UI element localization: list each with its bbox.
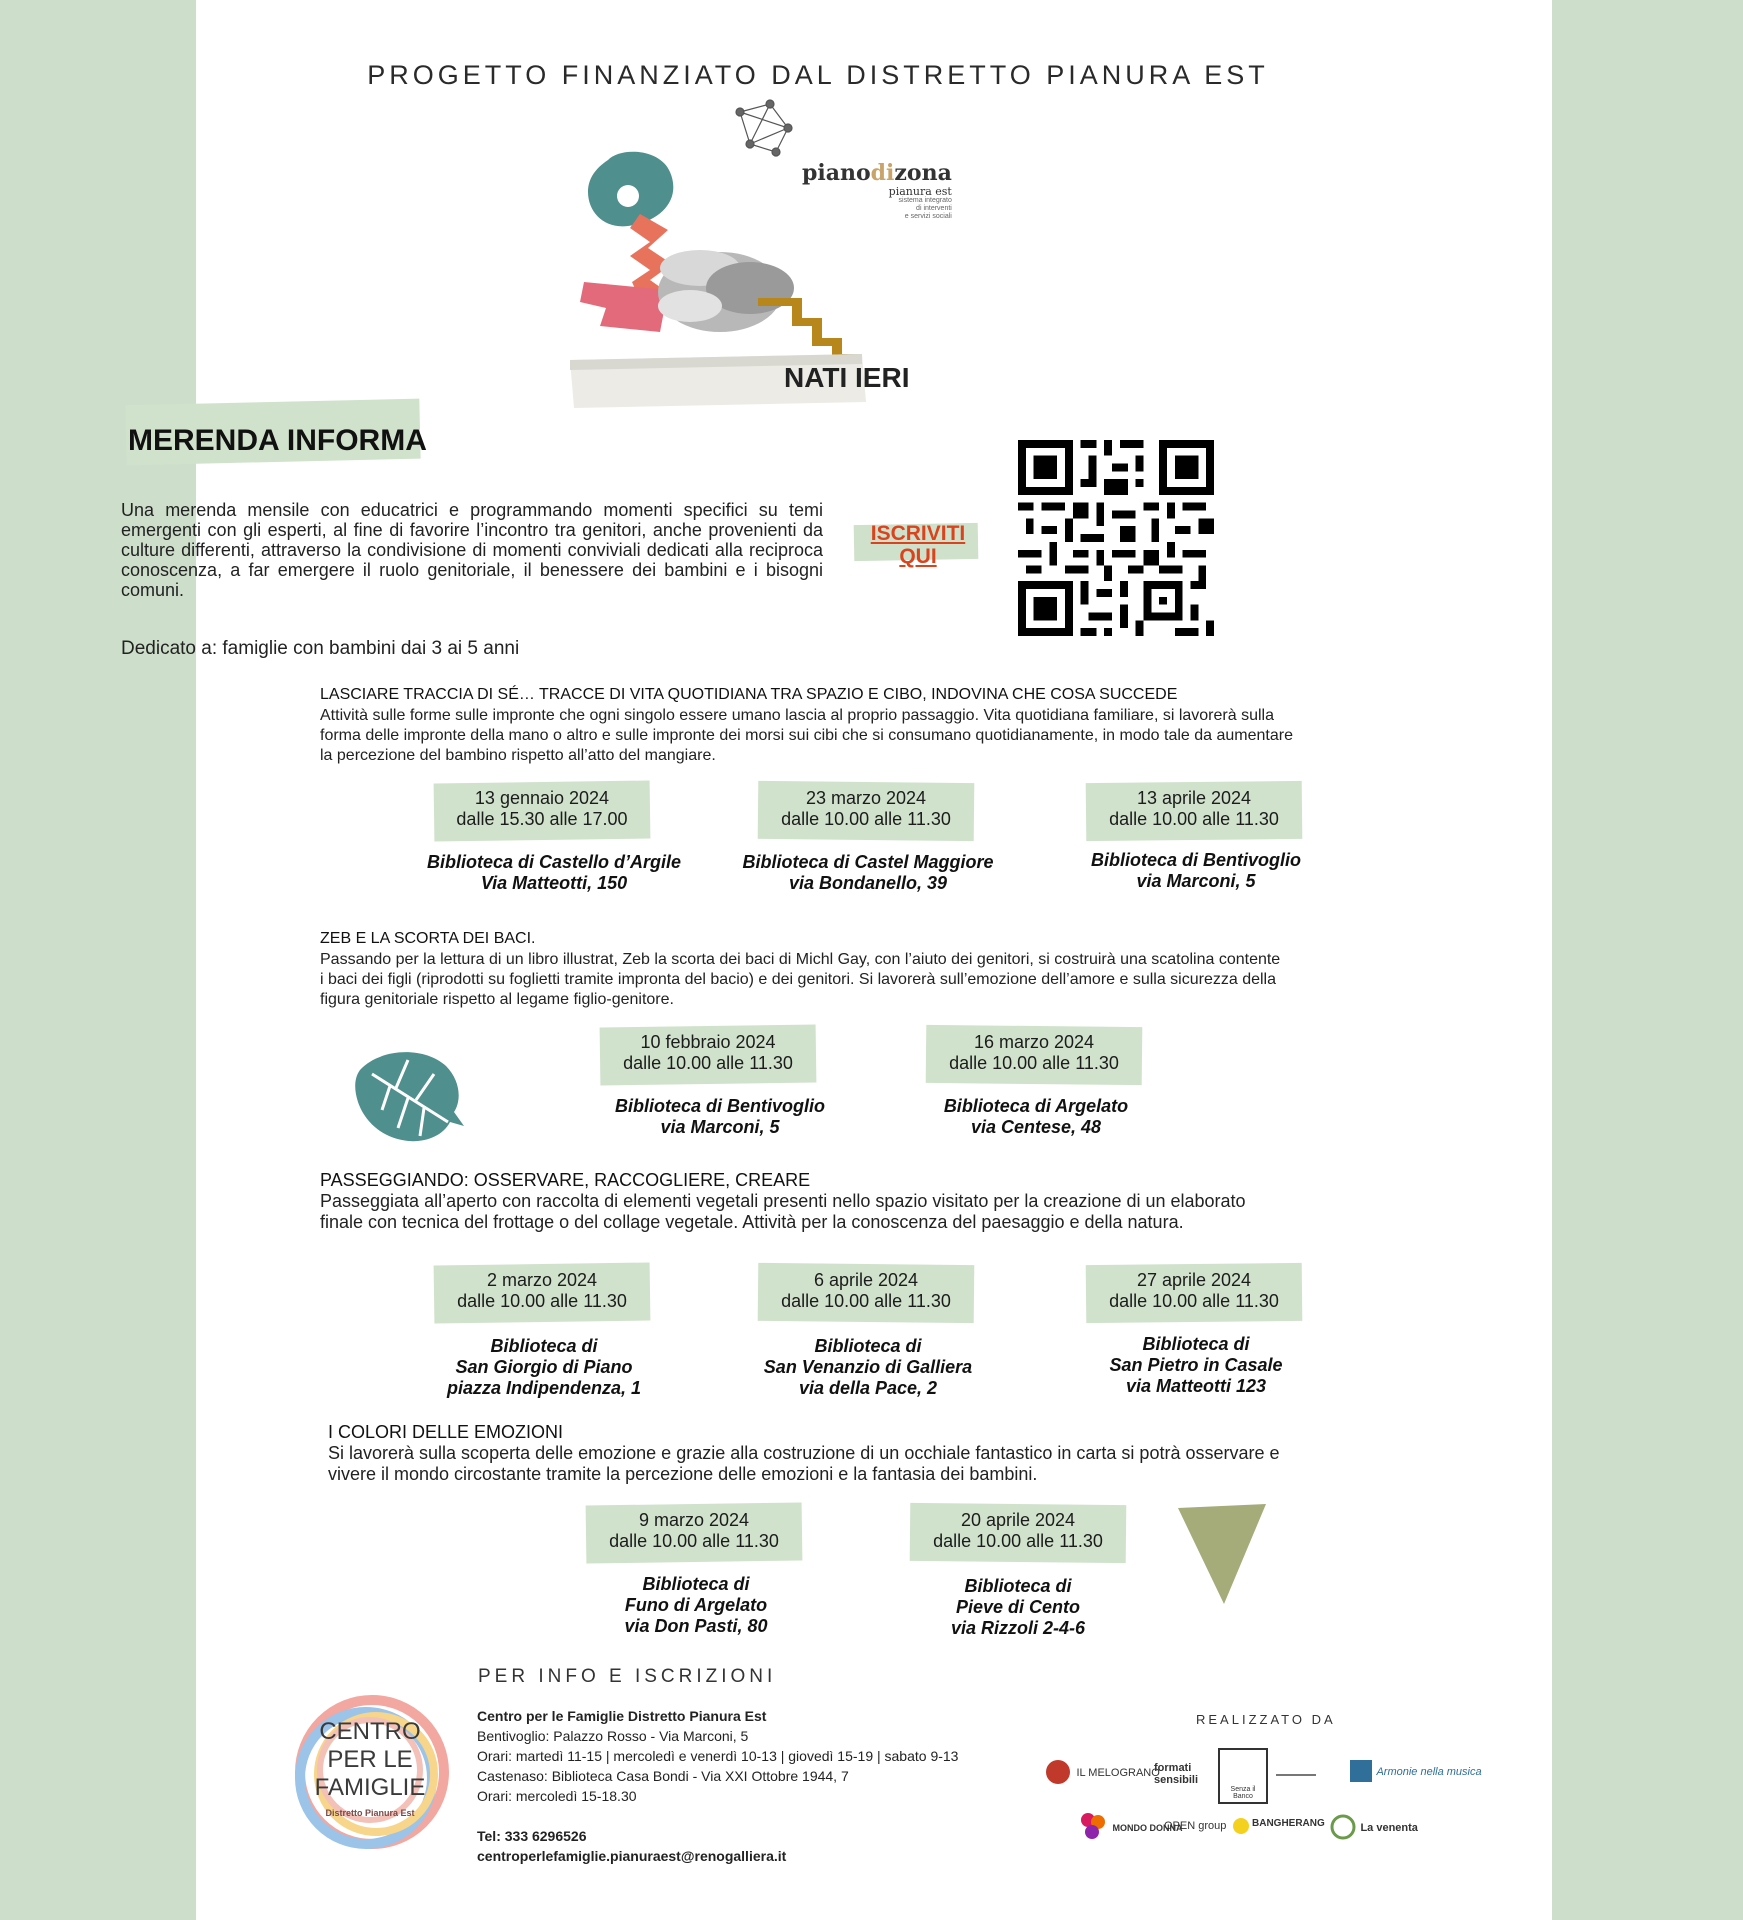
pdz-logo-tagline-2: di interventi [916, 205, 952, 212]
event-date-chip [434, 1262, 654, 1326]
partner-armonie: Armonie nella musica [1350, 1760, 1482, 1782]
event-date-chip [926, 1024, 1146, 1088]
event-date-chip [1086, 1262, 1306, 1326]
event-time: dalle 10.00 alle 11.30 [781, 809, 951, 829]
email-link[interactable]: centroperlefamiglie.pianuraest@renogalliera.it [477, 1848, 787, 1864]
header-collage [500, 92, 952, 422]
event-date: 6 aprile 2024 [813, 1270, 919, 1290]
venue-line: via Matteotti 123 [1125, 1376, 1267, 1396]
activity-1-desc-line: forma delle impronte della mano o altro e sulle impronte dei morsi sui cibi che si consumano quotidianamente, in modo tale da aumentare [320, 727, 1293, 744]
event-date: 10 febbraio 2024 [640, 1032, 776, 1052]
pdz-logo-tagline-1: sistema integrato [898, 197, 952, 204]
event-time: dalle 15.30 alle 17.00 [456, 809, 628, 829]
activity-2-desc-line: Passando per la lettura di un libro illustrat, Zeb la scorta dei baci di Michl Gay, con l’aiuto dei genitori, si costruirà una scatolina contente [320, 951, 1281, 968]
phone[interactable]: Tel: 333 6296526 [477, 1828, 587, 1844]
org-name: Centro per le Famiglie Distretto Pianura Est [477, 1708, 767, 1724]
activity-2-desc-line: i baci dei figli (riprodotti su foglietti tramite impronta del bacio) e dei genitori. Si lavorerà sull’emozione dell’amore e sulla sicurezza della [320, 971, 1277, 988]
venue-line: San Giorgio di Piano [455, 1357, 633, 1377]
event-venue [590, 1096, 850, 1138]
event-date-chip [910, 1502, 1130, 1566]
activity-1-title: LASCIARE TRACCIA DI SÉ… TRACCE DI VITA QUOTIDIANA TRA SPAZIO E CIBO, INDOVINA CHE COSA SUCCEDE [320, 686, 1178, 703]
activity-4-description [328, 1443, 1438, 1485]
event-date-chip [586, 1502, 806, 1566]
activity-3-description [320, 1191, 1440, 1233]
partner-senza-il-banco: Senza il Banco [1218, 1748, 1268, 1804]
partner-bangherang: BANGHERANG [1252, 1818, 1325, 1829]
funding-line: PROGETTO FINANZIATO DAL DISTRETTO PIANURA EST [367, 60, 1269, 90]
centro-famiglie-logo [280, 1690, 460, 1860]
activity-2-description [320, 950, 1440, 1010]
signup-link[interactable] [848, 522, 988, 568]
venue-line: Biblioteca di Castello d’Argile [426, 852, 682, 872]
info-heading: PER INFO E ISCRIZIONI [478, 1666, 777, 1687]
contact-line: Orari: martedì 11-15 | mercoledì e venerdì 10-13 | giovedì 15-19 | sabato 9-13 [477, 1748, 959, 1764]
logo-subtitle: Distretto Pianura Est [325, 1808, 415, 1818]
activity-2-desc-line: figura genitoriale rispetto al legame figlio-genitore. [320, 991, 674, 1008]
partner-wave-logo [1276, 1766, 1316, 1776]
partner-logos [1044, 1748, 1484, 1868]
logo-line: PER LE [327, 1746, 413, 1773]
venue-line: Biblioteca di [490, 1336, 598, 1356]
event-time: dalle 10.00 alle 11.30 [609, 1531, 779, 1551]
contact-line: Castenaso: Biblioteca Casa Bondi - Via XXI Ottobre 1944, 7 [477, 1768, 849, 1784]
pdz-logo-name: pianodizona [802, 160, 952, 186]
event-time: dalle 10.00 alle 11.30 [457, 1291, 627, 1311]
event-time: dalle 10.00 alle 11.30 [1109, 1291, 1279, 1311]
venue-line: San Pietro in Casale [1109, 1355, 1283, 1375]
event-time: dalle 10.00 alle 11.30 [623, 1053, 793, 1073]
event-date: 20 aprile 2024 [960, 1510, 1076, 1530]
venue-line: Via Matteotti, 150 [480, 873, 628, 893]
event-date-chip [434, 780, 654, 844]
venue-line: Biblioteca di Castel Maggiore [742, 852, 994, 872]
venue-line: Biblioteca di [642, 1574, 750, 1594]
intro-paragraph: Una merenda mensile con educatrici e programmando momenti specifici su temi emergenti con gli esperti, al fine di favorire l’incontro tra genitori, anche provenienti da culture differenti, attraverso la condivisione di momenti conviviali dedicati alla reciproca conoscenza, a far emergere il ruolo genitoriale, il benessere dei bambini e i bisogni comuni. [121, 500, 823, 600]
event-time: dalle 10.00 alle 11.30 [949, 1053, 1119, 1073]
venue-line: Biblioteca di Argelato [943, 1096, 1129, 1116]
activity-2-title: ZEB E LA SCORTA DEI BACI. [320, 930, 536, 947]
event-venue [566, 1574, 826, 1637]
event-date: 23 marzo 2024 [805, 788, 927, 808]
event-date-chip [600, 1024, 820, 1088]
venue-line: via Centese, 48 [970, 1117, 1102, 1137]
venue-line: Biblioteca di [814, 1336, 922, 1356]
activity-4-title: I COLORI DELLE EMOZIONI [328, 1422, 564, 1442]
pdz-logo-subtitle: pianura est [888, 185, 952, 198]
venue-line: piazza Indipendenza, 1 [446, 1378, 642, 1398]
activity-1-desc-line: la percezione del bambino rispetto all’atto del mangiare. [320, 747, 716, 764]
section-title: MERENDA INFORMA [128, 424, 427, 457]
event-venue [424, 852, 684, 894]
activity-3-desc-line: finale con tecnica del frottage o del collage vegetale. Attività per la conoscenza del paesaggio e della natura. [320, 1212, 1184, 1232]
venue-line: Biblioteca di [1142, 1334, 1250, 1354]
activity-1-desc-line: Attività sulle forme sulle impronte che ogni singolo essere umano lascia al proprio passaggio. Vita quotidiana familiare, si lavorerà sulla [320, 707, 1274, 724]
event-venue [738, 1336, 998, 1399]
event-date: 13 aprile 2024 [1136, 788, 1252, 808]
venue-line: via Don Pasti, 80 [624, 1616, 768, 1636]
contact-block [477, 1706, 1037, 1866]
triangle-shape-icon [1176, 1502, 1268, 1606]
signup-link-line2[interactable]: QUI [899, 545, 937, 568]
hands-leaf-icon [1330, 1814, 1356, 1840]
venue-line: Biblioteca di Bentivoglio [1090, 850, 1301, 870]
venue-line: Biblioteca di [964, 1576, 1072, 1596]
partners-heading: REALIZZATO DA [1196, 1712, 1336, 1727]
event-venue [1066, 1334, 1326, 1397]
event-time: dalle 10.00 alle 11.30 [933, 1531, 1103, 1551]
event-time: dalle 10.00 alle 11.30 [781, 1291, 951, 1311]
event-date-chip [758, 780, 978, 844]
target-audience: Dedicato a: famiglie con bambini dai 3 ai 5 anni [121, 638, 520, 659]
event-venue [1066, 850, 1326, 892]
event-venue [738, 852, 998, 894]
contact-line: Orari: mercoledì 15-18.30 [477, 1788, 637, 1804]
event-date: 27 aprile 2024 [1136, 1270, 1252, 1290]
partner-melograno: IL MELOGRANO [1044, 1758, 1160, 1786]
program-label: NATI IERI [784, 362, 910, 393]
event-venue [906, 1096, 1166, 1138]
signup-link-line1[interactable]: ISCRIVITI [870, 522, 966, 545]
venue-line: via Marconi, 5 [1136, 871, 1256, 891]
flower-icon [1078, 1810, 1108, 1844]
event-time: dalle 10.00 alle 11.30 [1109, 809, 1279, 829]
activity-3-title: PASSEGGIANDO: OSSERVARE, RACCOGLIERE, CREARE [320, 1170, 811, 1190]
contact-line: Bentivoglio: Palazzo Rosso - Via Marconi, 5 [477, 1728, 749, 1744]
sun-icon [1231, 1816, 1251, 1836]
activity-4-desc-line: vivere il mondo circostante tramite la percezione delle emozioni e la fantasia dei bambini. [328, 1464, 1038, 1484]
activity-4-desc-line: Si lavorerà sulla scoperta delle emozione e grazie alla costruzione di un occhiale fantastico in carta si potrà osservare e [328, 1443, 1280, 1463]
leaf-icon [350, 1044, 466, 1146]
venue-line: Biblioteca di Bentivoglio [614, 1096, 825, 1116]
pdz-logo-tagline-3: e servizi sociali [904, 213, 952, 220]
event-venue [888, 1576, 1148, 1639]
venue-line: via Marconi, 5 [660, 1117, 780, 1137]
activity-3-desc-line: Passeggiata all’aperto con raccolta di elementi vegetali presenti nello spazio visitato per la creazione di un elaborato [320, 1191, 1246, 1211]
activity-1-description [320, 706, 1440, 766]
partner-mondo-donna: MONDO DONNA [1078, 1810, 1182, 1844]
event-date: 9 marzo 2024 [638, 1510, 750, 1530]
pdz-logo [802, 160, 952, 221]
event-date: 16 marzo 2024 [973, 1032, 1095, 1052]
venue-line: Pieve di Cento [955, 1597, 1081, 1617]
logo-line: FAMIGLIE [314, 1774, 426, 1801]
music-icon [1350, 1760, 1372, 1782]
partner-la-venenta: La venenta [1330, 1814, 1418, 1840]
qr-code[interactable] [1018, 440, 1214, 636]
venue-line: San Venanzio di Galliera [763, 1357, 973, 1377]
venue-line: via Bondanello, 39 [788, 873, 948, 893]
event-date-chip [1086, 780, 1306, 844]
venue-line: Funo di Argelato [624, 1595, 768, 1615]
partner-formati: formati sensibili [1154, 1762, 1199, 1786]
event-venue [414, 1336, 674, 1399]
event-date-chip [758, 1262, 978, 1326]
partner-open-group: OPEN group [1164, 1816, 1251, 1836]
pomegranate-icon [1044, 1758, 1072, 1786]
venue-line: via della Pace, 2 [798, 1378, 938, 1398]
event-date: 13 gennaio 2024 [474, 788, 610, 808]
event-date: 2 marzo 2024 [486, 1270, 598, 1290]
venue-line: via Rizzoli 2-4-6 [950, 1618, 1086, 1638]
logo-line: CENTRO [319, 1718, 421, 1745]
